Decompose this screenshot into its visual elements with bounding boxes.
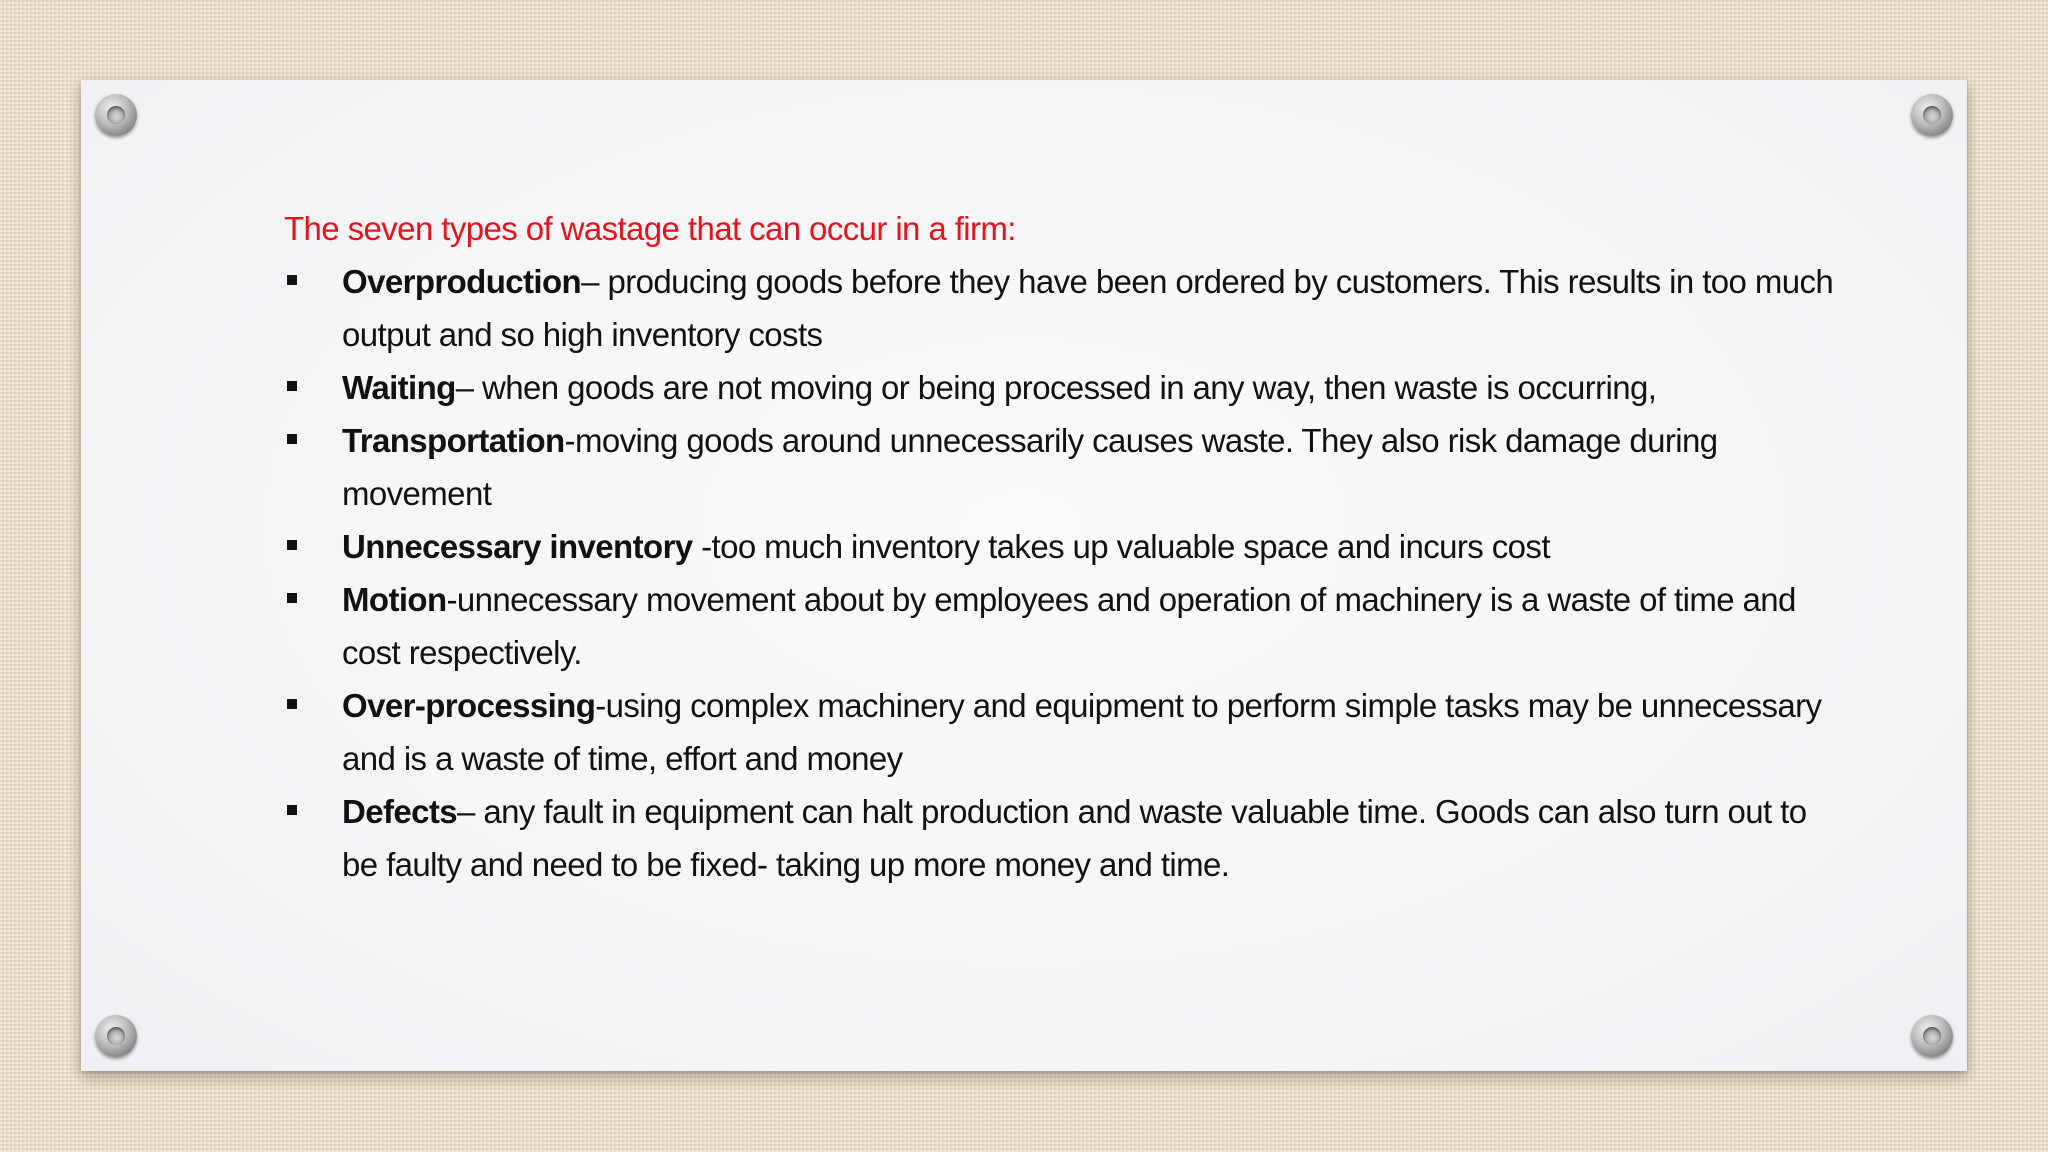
item-text: -using complex machinery and equipment to perform simple tasks may be unnecessary and is a waste of time, effort and money [342, 687, 1822, 777]
list-item-defects [284, 785, 1844, 891]
list-item-motion [284, 573, 1844, 679]
item-term: Transportation [342, 422, 565, 459]
item-text: -unnecessary movement about by employees and operation of machinery is a waste of time and cost respectively. [342, 581, 1796, 671]
square-bullet-icon [287, 699, 297, 709]
slide-heading: The seven types of wastage that can occur in a firm: [284, 210, 1016, 247]
item-text: – when goods are not moving or being processed in any way, then waste is occurring, [455, 369, 1657, 406]
square-bullet-icon [287, 540, 297, 550]
square-bullet-icon [287, 275, 297, 285]
item-term: Overproduction [342, 263, 582, 300]
grommet-icon [95, 1015, 137, 1057]
list-item-transportation [284, 414, 1844, 520]
grommet-icon [1911, 94, 1953, 136]
item-term: Over-processing [342, 687, 596, 724]
slide-card [81, 80, 1967, 1071]
item-text: – any fault in equipment can halt production and waste valuable time. Goods can also turn out to be faulty and need to be fixed- taking up more money and time. [342, 793, 1807, 883]
item-text: -too much inventory takes up valuable space and incurs cost [692, 528, 1550, 565]
slide-content [284, 202, 1844, 891]
item-term: Defects [342, 793, 458, 830]
grommet-icon [1911, 1015, 1953, 1057]
square-bullet-icon [287, 434, 297, 444]
item-text: -moving goods around unnecessarily causes waste. They also risk damage during movement [342, 422, 1718, 512]
square-bullet-icon [287, 805, 297, 815]
square-bullet-icon [287, 381, 297, 391]
item-term: Waiting [342, 369, 456, 406]
item-term: Unnecessary inventory [342, 528, 693, 565]
list-item-unnecessary-inventory [284, 520, 1844, 573]
item-text: – producing goods before they have been ordered by customers. This results in too much output and so high inventory costs [342, 263, 1834, 353]
grommet-icon [95, 94, 137, 136]
waste-types-list [284, 255, 1844, 891]
list-item-overproduction [284, 255, 1844, 361]
list-item-waiting [284, 361, 1844, 414]
item-term: Motion [342, 581, 447, 618]
list-item-over-processing [284, 679, 1844, 785]
square-bullet-icon [287, 593, 297, 603]
